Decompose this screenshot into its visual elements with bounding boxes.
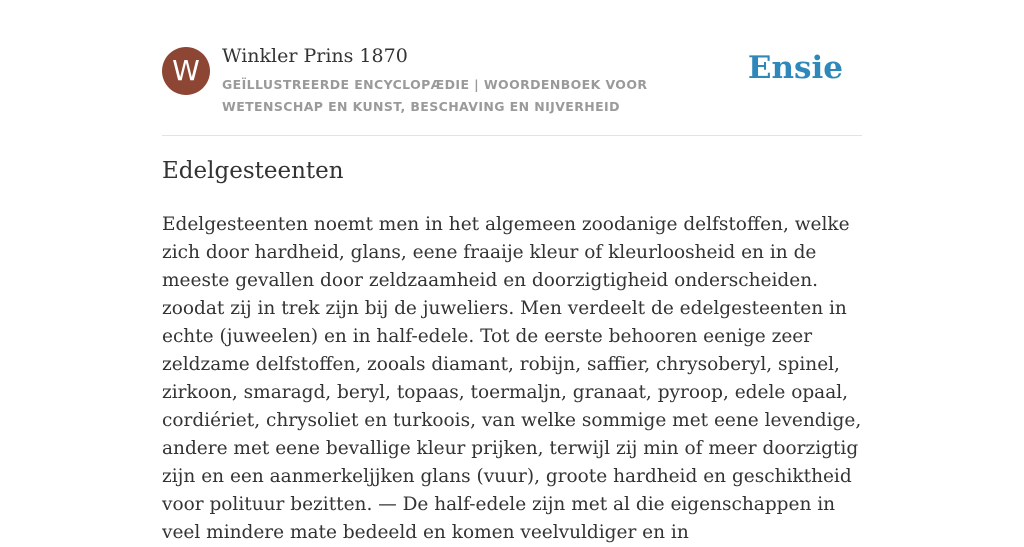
brand-logo[interactable]: Ensie bbox=[747, 50, 843, 86]
source-title-link[interactable]: Winkler Prins 1870 bbox=[222, 45, 408, 67]
entry-title: Edelgesteenten bbox=[162, 158, 344, 184]
source-subtitle: GEÏLLUSTREERDE ENCYCLOPÆDIE | WOORDENBOEK VOOR WETENSCHAP EN KUNST, BESCHAVING EN NIJVERHEID bbox=[222, 77, 648, 114]
entry-body: Edelgesteenten noemt men in het algemeen zoodanige delfstoffen, welke zich door hardheid, glans, eene fraaije kleur of kleurloosheid en in de meeste gevallen door zeldzaamheid en doorzigtigheid onderscheiden. zoodat zij in trek zijn bij de juweliers. Men verdeelt de edelgesteenten in echte (juweelen) en in half-edele. Tot de eerste behooren eenige zeer zeldzame delfstoffen, zooals diamant, robijn, saffier, chrysoberyl, spinel, zirkoon, smaragd, beryl, topaas, toermaljn, granaat, pyroop, edele opaal, cordiériet, chrysoliet en turkoois, van welke sommige met eene levendige, andere met eene bevallige kleur prijken, terwijl zij min of meer doorzigtig zijn en een aanmerkeljjken glans (vuur), groote hardheid en geschiktheid voor polituur bezitten. — De half-edele zijn met al die eigenschappen in veel mindere mate bedeeld en komen veelvuldiger en in bbox=[162, 214, 862, 543]
avatar[interactable]: W bbox=[162, 47, 210, 95]
source-header bbox=[162, 44, 862, 136]
